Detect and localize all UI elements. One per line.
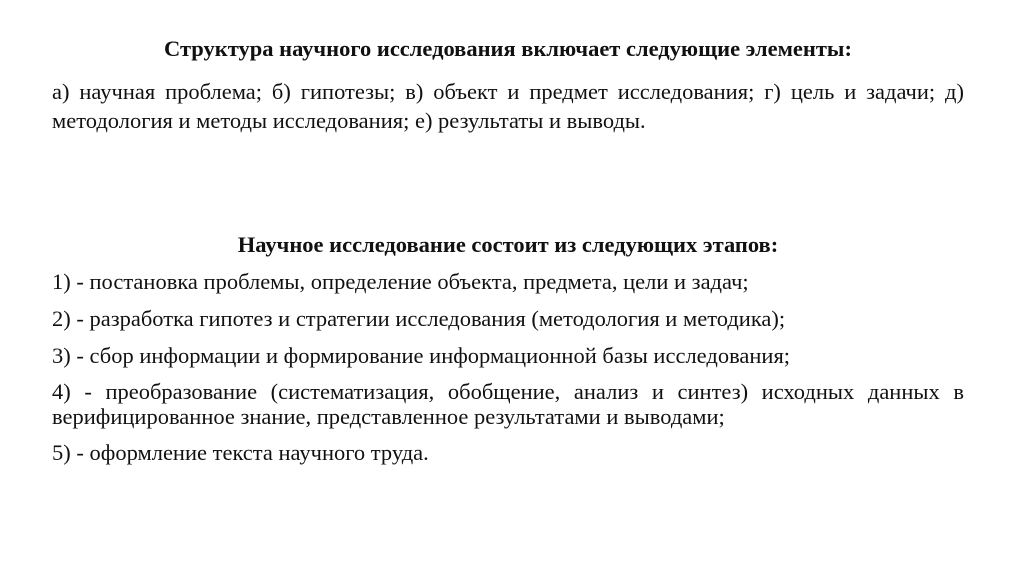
stage-item-4: 4) - преобразование (систематизация, обобщение, анализ и синтез) исходных данных в верифицированное знание, представленное результатами и выводами;	[52, 379, 964, 429]
stage-item-1: 1) - постановка проблемы, определение объекта, предмета, цели и задач;	[52, 269, 749, 294]
structure-heading: Структура научного исследования включает следующие элементы:	[164, 36, 852, 61]
stage-item-3: 3) - сбор информации и формирование информационной базы исследования;	[52, 343, 791, 368]
stages-heading: Научное исследование состоит из следующих этапов:	[237, 232, 779, 257]
stage-item-2: 2) - разработка гипотез и стратегии исследования (методология и методика);	[52, 306, 786, 331]
stages-list	[52, 268, 964, 476]
stage-item-5: 5) - оформление текста научного труда.	[52, 440, 429, 465]
structure-elements-text: а) научная проблема; б) гипотезы; в) объект и предмет исследования; г) цель и задачи; д) методология и методы исследования; е) результаты и выводы.	[52, 79, 964, 133]
